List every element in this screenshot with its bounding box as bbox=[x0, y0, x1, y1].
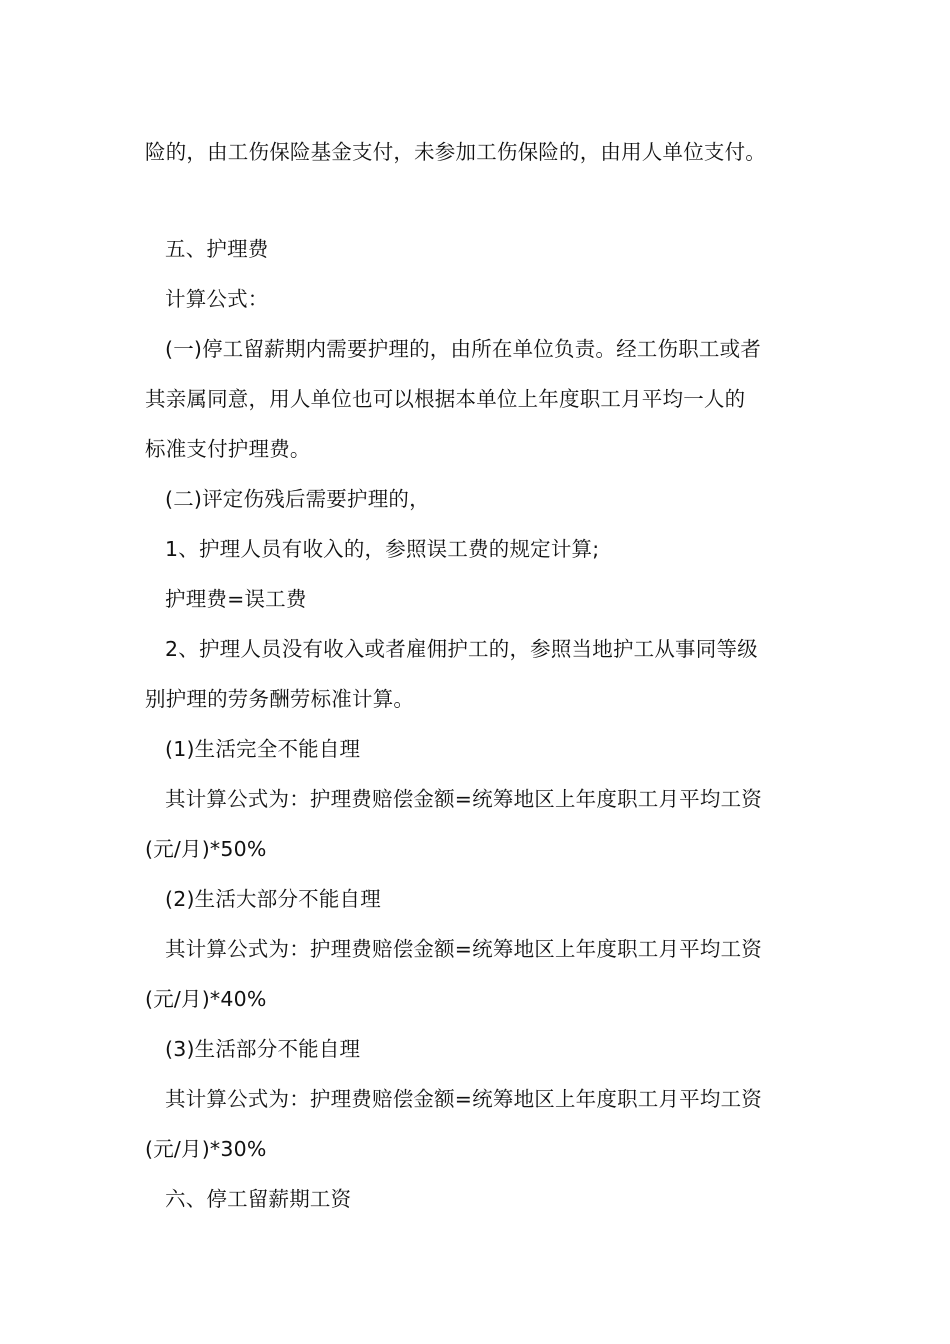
paragraph-line: (二)评定伤残后需要护理的， bbox=[165, 487, 430, 511]
subheading-line: (2)生活大部分不能自理 bbox=[165, 887, 381, 911]
subheading-line: (3)生活部分不能自理 bbox=[165, 1037, 361, 1061]
paragraph-line: 计算公式： bbox=[165, 287, 269, 311]
paragraph-line: 2、护理人员没有收入或者雇佣护工的，参照当地护工从事同等级 bbox=[165, 637, 758, 661]
paragraph-line: (一)停工留薪期内需要护理的，由所在单位负责。经工伤职工或者 bbox=[165, 337, 761, 361]
formula-line: 其计算公式为：护理费赔偿金额=统筹地区上年度职工月平均工资 bbox=[165, 787, 762, 811]
formula-line: 其计算公式为：护理费赔偿金额=统筹地区上年度职工月平均工资 bbox=[165, 937, 762, 961]
paragraph-line: 标准支付护理费。 bbox=[145, 437, 311, 461]
formula-line: (元/月)*40% bbox=[145, 987, 267, 1011]
section-heading: 五、护理费 bbox=[165, 237, 269, 261]
formula-line: 其计算公式为：护理费赔偿金额=统筹地区上年度职工月平均工资 bbox=[165, 1087, 762, 1111]
paragraph-line: 别护理的劳务酬劳标准计算。 bbox=[145, 687, 415, 711]
paragraph-line: 险的，由工伤保险基金支付，未参加工伤保险的，由用人单位支付。 bbox=[145, 140, 766, 164]
formula-line: (元/月)*50% bbox=[145, 837, 267, 861]
paragraph-line: 其亲属同意，用人单位也可以根据本单位上年度职工月平均一人的 bbox=[145, 387, 746, 411]
formula-line: (元/月)*30% bbox=[145, 1137, 267, 1161]
subheading-line: (1)生活完全不能自理 bbox=[165, 737, 361, 761]
paragraph-line: 1、护理人员有收入的，参照误工费的规定计算; bbox=[165, 537, 600, 561]
section-heading: 六、停工留薪期工资 bbox=[165, 1187, 352, 1211]
formula-line: 护理费=误工费 bbox=[165, 587, 307, 611]
